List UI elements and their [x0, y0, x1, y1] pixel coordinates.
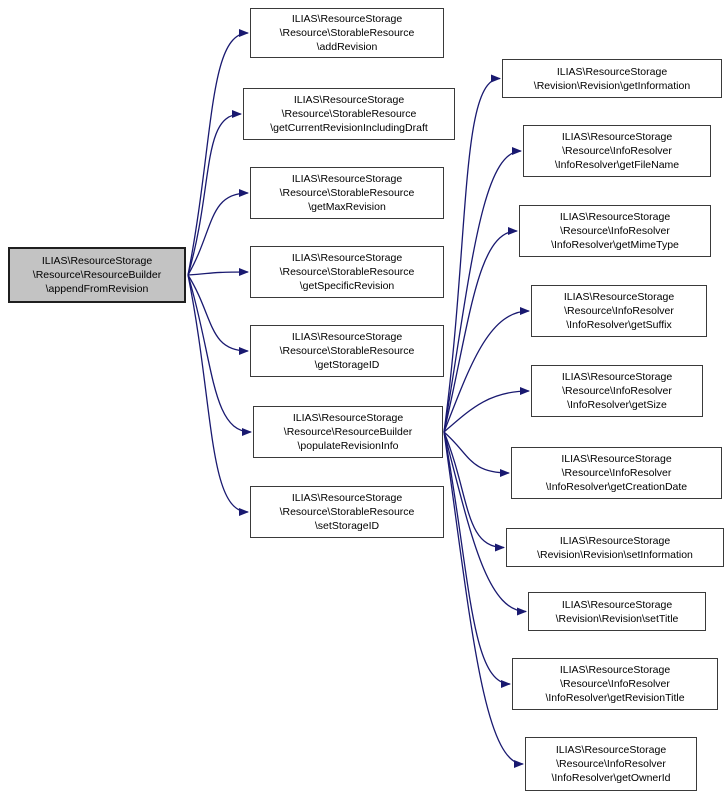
node-label-line: \InfoResolver\getSuffix — [566, 319, 672, 331]
node-label-line: \Resource\StorableResource — [279, 27, 415, 39]
node-label-line: \Resource\StorableResource — [279, 187, 415, 199]
node-getSize[interactable] — [531, 365, 703, 417]
node-label-line: ILIAS\ResourceStorage — [559, 211, 671, 223]
node-label-line: \InfoResolver\getOwnerId — [551, 772, 671, 784]
node-label-line: \Resource\InfoResolver — [564, 305, 674, 317]
node-label-line: ILIAS\ResourceStorage — [291, 173, 403, 185]
node-label-line: ILIAS\ResourceStorage — [292, 412, 404, 424]
node-getMaxRevision[interactable] — [250, 167, 444, 219]
node-getMimeType[interactable] — [519, 205, 711, 257]
node-label-line: \Resource\InfoResolver — [556, 758, 666, 770]
node-label-line: \getMaxRevision — [308, 201, 386, 213]
node-label-line: ILIAS\ResourceStorage — [561, 453, 672, 465]
node-getRevisionTitle[interactable] — [512, 658, 718, 710]
node-label-line: \addRevision — [316, 41, 378, 53]
edge-populateRevisionInfo-to-setInformation — [444, 432, 504, 548]
node-label-line: ILIAS\ResourceStorage — [559, 534, 671, 547]
edge-appendFromRevision-to-getStorageID — [188, 275, 248, 351]
node-label-line: \getStorageID — [314, 359, 380, 371]
node-label-line: \Resource\StorableResource — [281, 108, 417, 120]
node-label-line: \Revision\Revision\getInformation — [533, 79, 691, 92]
node-label-line: \populateRevisionInfo — [297, 440, 399, 452]
node-label-line: \Resource\InfoResolver — [560, 678, 670, 690]
node-label-line: \Resource\InfoResolver — [562, 145, 672, 157]
node-label-line: ILIAS\ResourceStorage — [559, 664, 671, 676]
node-label-line: ILIAS\ResourceStorage — [556, 65, 668, 78]
node-label-line: \InfoResolver\getRevisionTitle — [545, 692, 685, 704]
node-getFileName[interactable] — [523, 125, 711, 177]
edge-appendFromRevision-to-getSpecificRevision — [188, 272, 248, 275]
node-label-line: \setStorageID — [314, 520, 380, 532]
edge-appendFromRevision-to-populateRevisionInfo — [188, 275, 251, 432]
node-addRevision[interactable] — [250, 8, 444, 58]
node-label-line: ILIAS\ResourceStorage — [291, 13, 403, 25]
node-label-line: \Revision\Revision\setTitle — [555, 612, 679, 625]
node-label-line: \Resource\InfoResolver — [561, 467, 672, 479]
node-label-line: ILIAS\ResourceStorage — [561, 598, 673, 611]
node-getStorageID[interactable] — [250, 325, 444, 377]
edge-populateRevisionInfo-to-getSize — [444, 391, 529, 432]
node-label-line: \appendFromRevision — [45, 283, 149, 295]
node-setStorageID[interactable] — [250, 486, 444, 538]
node-getSpecificRevision[interactable] — [250, 246, 444, 298]
node-label-line: ILIAS\ResourceStorage — [563, 291, 675, 303]
node-label-line: \InfoResolver\getCreationDate — [545, 481, 688, 493]
node-getCurrentRevisionIncludingDraft[interactable] — [243, 88, 455, 140]
node-getSuffix[interactable] — [531, 285, 707, 337]
node-label-line: \getCurrentRevisionIncludingDraft — [270, 122, 428, 134]
node-label-line: \Resource\InfoResolver — [562, 385, 672, 397]
node-label-line: ILIAS\ResourceStorage — [291, 331, 403, 343]
node-label-line: \InfoResolver\getSize — [567, 399, 667, 411]
node-label-line: \InfoResolver\getMimeType — [551, 239, 679, 251]
edge-populateRevisionInfo-to-getFileName — [444, 151, 521, 432]
node-label-line: ILIAS\ResourceStorage — [555, 744, 667, 756]
node-label-line: ILIAS\ResourceStorage — [561, 131, 673, 143]
edge-appendFromRevision-to-getCurrentRevisionIncludingDraft — [188, 114, 241, 275]
edge-populateRevisionInfo-to-getCreationDate — [444, 432, 509, 473]
node-label-line: \Resource\ResourceBuilder — [283, 426, 413, 438]
node-getOwnerId[interactable] — [525, 737, 697, 791]
node-appendFromRevision[interactable] — [8, 247, 186, 303]
node-label-line: ILIAS\ResourceStorage — [561, 371, 673, 383]
node-label-line: ILIAS\ResourceStorage — [293, 94, 405, 106]
node-setTitle[interactable] — [528, 592, 706, 631]
node-label-line: \Resource\InfoResolver — [560, 225, 670, 237]
node-label-line: ILIAS\ResourceStorage — [291, 492, 403, 504]
node-label-line: \Revision\Revision\setInformation — [537, 548, 693, 561]
node-getCreationDate[interactable] — [511, 447, 722, 499]
node-label-line: \InfoResolver\getFileName — [554, 159, 680, 171]
node-label-line: ILIAS\ResourceStorage — [41, 255, 153, 267]
node-setInformation[interactable] — [506, 528, 724, 567]
node-label-line: \Resource\ResourceBuilder — [32, 269, 162, 281]
node-label-line: ILIAS\ResourceStorage — [291, 252, 403, 264]
node-populateRevisionInfo[interactable] — [253, 406, 443, 458]
node-label-line: \Resource\StorableResource — [279, 266, 415, 278]
node-getInformation[interactable] — [502, 59, 722, 98]
edge-group — [188, 33, 529, 764]
node-label-line: \getSpecificRevision — [299, 280, 395, 292]
node-label-line: \Resource\StorableResource — [279, 345, 415, 357]
node-label-line: \Resource\StorableResource — [279, 506, 415, 518]
